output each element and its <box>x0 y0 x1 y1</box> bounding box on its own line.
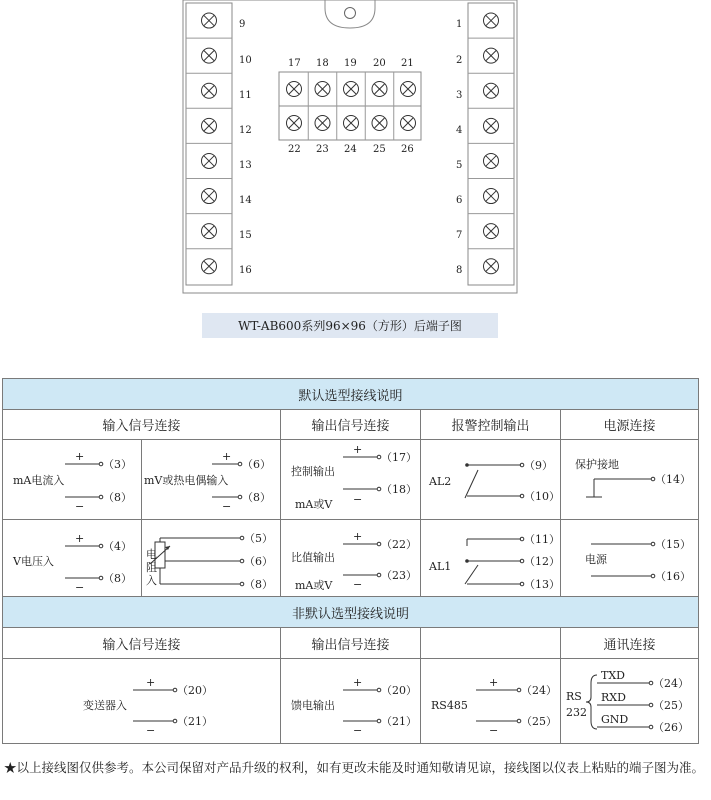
terminal-screw-1 <box>484 13 499 28</box>
al2-label: AL2 <box>429 475 452 488</box>
left-number-9: 9 <box>239 19 246 30</box>
terminal-screw-26 <box>401 116 416 131</box>
optional-header-input: 输入信号连接 <box>3 628 281 659</box>
svg-text:−: − <box>353 493 363 506</box>
terminal-screw-17 <box>287 82 302 97</box>
svg-text:+: + <box>222 450 232 463</box>
terminal-screw-9 <box>202 13 217 28</box>
center-number-25: 25 <box>373 144 386 155</box>
right-number-4: 4 <box>456 125 463 136</box>
default-header-input: 输入信号连接 <box>3 410 281 440</box>
terminal-25-label: （25） <box>521 715 557 728</box>
case-top-hole <box>345 8 356 19</box>
left-number-16: 16 <box>239 265 252 276</box>
terminal-screw-11 <box>202 83 217 98</box>
terminal-caption <box>202 313 498 338</box>
transmitter-label: 变送器入 <box>83 699 127 712</box>
terminal-screw-8 <box>484 259 499 274</box>
terminal-screw-23 <box>315 116 330 131</box>
terminal-14-label: （14） <box>655 473 691 486</box>
svg-text:+: + <box>75 450 85 463</box>
terminal-screw-16 <box>202 259 217 274</box>
control-output-sub: mA或V <box>295 498 333 511</box>
terminal-21-label: （21） <box>177 715 213 728</box>
center-number-17: 17 <box>288 58 301 69</box>
right-number-3: 3 <box>456 90 463 101</box>
terminal-26-label: （26） <box>653 721 689 734</box>
svg-text:+: + <box>353 443 363 456</box>
svg-text:−: − <box>353 578 363 591</box>
terminal-screw-4 <box>484 118 499 133</box>
terminal-screw-7 <box>484 224 499 239</box>
center-number-21: 21 <box>401 58 414 69</box>
terminal-8b-label: （8） <box>242 491 271 504</box>
cell-al2 <box>421 440 561 520</box>
power-label: 电源 <box>585 553 607 566</box>
ratio-output-label: 比值输出 <box>291 551 335 564</box>
rs485-label: RS485 <box>431 699 468 712</box>
al1-label: AL1 <box>429 560 452 573</box>
feed-output-label: 馈电输出 <box>291 699 335 712</box>
terminal-6b-label: （6） <box>244 555 273 568</box>
left-number-14: 14 <box>239 195 252 206</box>
center-number-26: 26 <box>401 144 414 155</box>
terminal-screw-18 <box>315 82 330 97</box>
terminal-8d-label: （8） <box>244 578 273 591</box>
cell-feed-output <box>281 659 421 744</box>
gnd-label: GND <box>601 713 629 726</box>
default-header-power: 电源连接 <box>561 410 699 440</box>
cell-rs485 <box>421 659 561 744</box>
terminal-25b-label: （25） <box>653 699 689 712</box>
terminal-caption-text: WT-AB600系列96×96（方形）后端子图 <box>238 319 462 333</box>
terminal-13-label: （13） <box>524 578 560 591</box>
terminal-6-label: （6） <box>242 458 271 471</box>
svg-text:−: − <box>75 500 85 513</box>
left-number-10: 10 <box>239 55 252 66</box>
rear-terminal-diagram <box>0 0 711 300</box>
terminal-10-label: （10） <box>524 490 560 503</box>
ma-input-label: mA电流入 <box>13 474 65 487</box>
terminal-21b-label: （21） <box>381 715 417 728</box>
cell-ground <box>561 440 699 520</box>
svg-text:−: − <box>353 724 363 737</box>
center-number-19: 19 <box>344 58 357 69</box>
terminal-18-label: （18） <box>381 483 417 496</box>
ratio-output-sub: mA或V <box>295 579 333 592</box>
terminal-screw-19 <box>344 82 359 97</box>
cell-transmitter-input <box>3 659 281 744</box>
cell-rs232 <box>561 659 699 744</box>
cell-ma-input <box>3 440 142 520</box>
terminal-screw-5 <box>484 153 499 168</box>
optional-header-comm: 通讯连接 <box>561 628 699 659</box>
terminal-screw-14 <box>202 189 217 204</box>
terminal-17-label: （17） <box>381 451 417 464</box>
terminal-screw-13 <box>202 153 217 168</box>
svg-text:+: + <box>75 532 85 545</box>
terminal-screw-2 <box>484 48 499 63</box>
terminal-screw-24 <box>344 116 359 131</box>
left-number-15: 15 <box>239 230 252 241</box>
control-output-label: 控制输出 <box>291 465 335 478</box>
svg-text:+: + <box>146 676 156 689</box>
terminal-16-label: （16） <box>655 570 691 583</box>
default-header-output: 输出信号连接 <box>281 410 421 440</box>
left-terminal-strip <box>186 3 232 285</box>
svg-text:−: − <box>146 724 156 737</box>
terminal-23-label: （23） <box>381 569 417 582</box>
terminal-screw-12 <box>202 118 217 133</box>
right-number-5: 5 <box>456 160 463 171</box>
terminal-screw-20 <box>372 82 387 97</box>
terminal-22-label: （22） <box>381 538 417 551</box>
mv-input-label: mV或热电偶输入 <box>144 474 229 487</box>
default-header-alarm: 报警控制输出 <box>421 410 561 440</box>
svg-text:−: − <box>222 500 232 513</box>
default-table-title: 默认选型接线说明 <box>3 379 699 410</box>
cell-v-input <box>3 520 142 598</box>
terminal-screw-21 <box>401 82 416 97</box>
center-number-20: 20 <box>373 58 386 69</box>
terminal-20b-label: （20） <box>381 684 417 697</box>
left-number-11: 11 <box>239 90 252 101</box>
center-number-18: 18 <box>316 58 329 69</box>
right-terminal-strip <box>468 3 514 285</box>
terminal-20-label: （20） <box>177 684 213 697</box>
cell-mv-input <box>142 440 281 520</box>
footnote: ★以上接线图仅供参考。本公司保留对产品升级的权利，如有更改未能及时通知敬请见谅，接线图以仪表上粘贴的端子图为准。 <box>4 760 705 775</box>
terminal-9-label: （9） <box>524 459 553 472</box>
center-number-24: 24 <box>344 144 357 155</box>
svg-text:+: + <box>489 676 499 689</box>
right-number-2: 2 <box>456 55 463 66</box>
cell-al1 <box>421 520 561 598</box>
center-number-23: 23 <box>316 144 329 155</box>
terminal-3-label: （3） <box>103 458 132 471</box>
right-number-6: 6 <box>456 195 463 206</box>
v-input-label: V电压入 <box>13 555 54 568</box>
terminal-8c-label: （8） <box>103 572 132 585</box>
optional-table-title: 非默认选型接线说明 <box>3 597 699 628</box>
left-number-12: 12 <box>239 125 252 136</box>
svg-text:+: + <box>353 676 363 689</box>
right-number-7: 7 <box>456 230 463 241</box>
optional-header-output: 输出信号连接 <box>281 628 421 659</box>
terminal-11-label: （11） <box>524 533 560 546</box>
txd-label: TXD <box>601 669 625 682</box>
terminal-screw-22 <box>287 116 302 131</box>
center-number-22: 22 <box>288 144 301 155</box>
optional-header-empty <box>421 628 561 659</box>
cell-control-output <box>281 440 421 520</box>
svg-text:−: − <box>489 724 499 737</box>
right-number-8: 8 <box>456 265 463 276</box>
ground-label: 保护接地 <box>575 458 619 471</box>
terminal-24-label: （24） <box>521 684 557 697</box>
svg-text:−: − <box>75 581 85 594</box>
resistance-input-label: 电阻入 <box>146 548 157 587</box>
terminal-4-label: （4） <box>103 540 132 553</box>
terminal-screw-3 <box>484 83 499 98</box>
cell-resistance-input <box>142 520 281 598</box>
svg-text:+: + <box>353 530 363 543</box>
right-number-1: 1 <box>456 19 463 30</box>
optional-wiring-table <box>2 596 699 744</box>
terminal-screw-15 <box>202 224 217 239</box>
terminal-5-label: （5） <box>244 532 273 545</box>
rs232-label-2: 232 <box>566 706 587 719</box>
rs232-label-1: RS <box>566 690 582 703</box>
terminal-12-label: （12） <box>524 555 560 568</box>
cell-ratio-output <box>281 520 421 598</box>
terminal-8-label: （8） <box>103 491 132 504</box>
default-wiring-table <box>2 378 699 598</box>
terminal-15-label: （15） <box>655 538 691 551</box>
cell-power <box>561 520 699 598</box>
left-number-13: 13 <box>239 160 252 171</box>
terminal-screw-6 <box>484 189 499 204</box>
terminal-screw-10 <box>202 48 217 63</box>
terminal-screw-25 <box>372 116 387 131</box>
terminal-24b-label: （24） <box>653 677 689 690</box>
rxd-label: RXD <box>601 691 626 704</box>
